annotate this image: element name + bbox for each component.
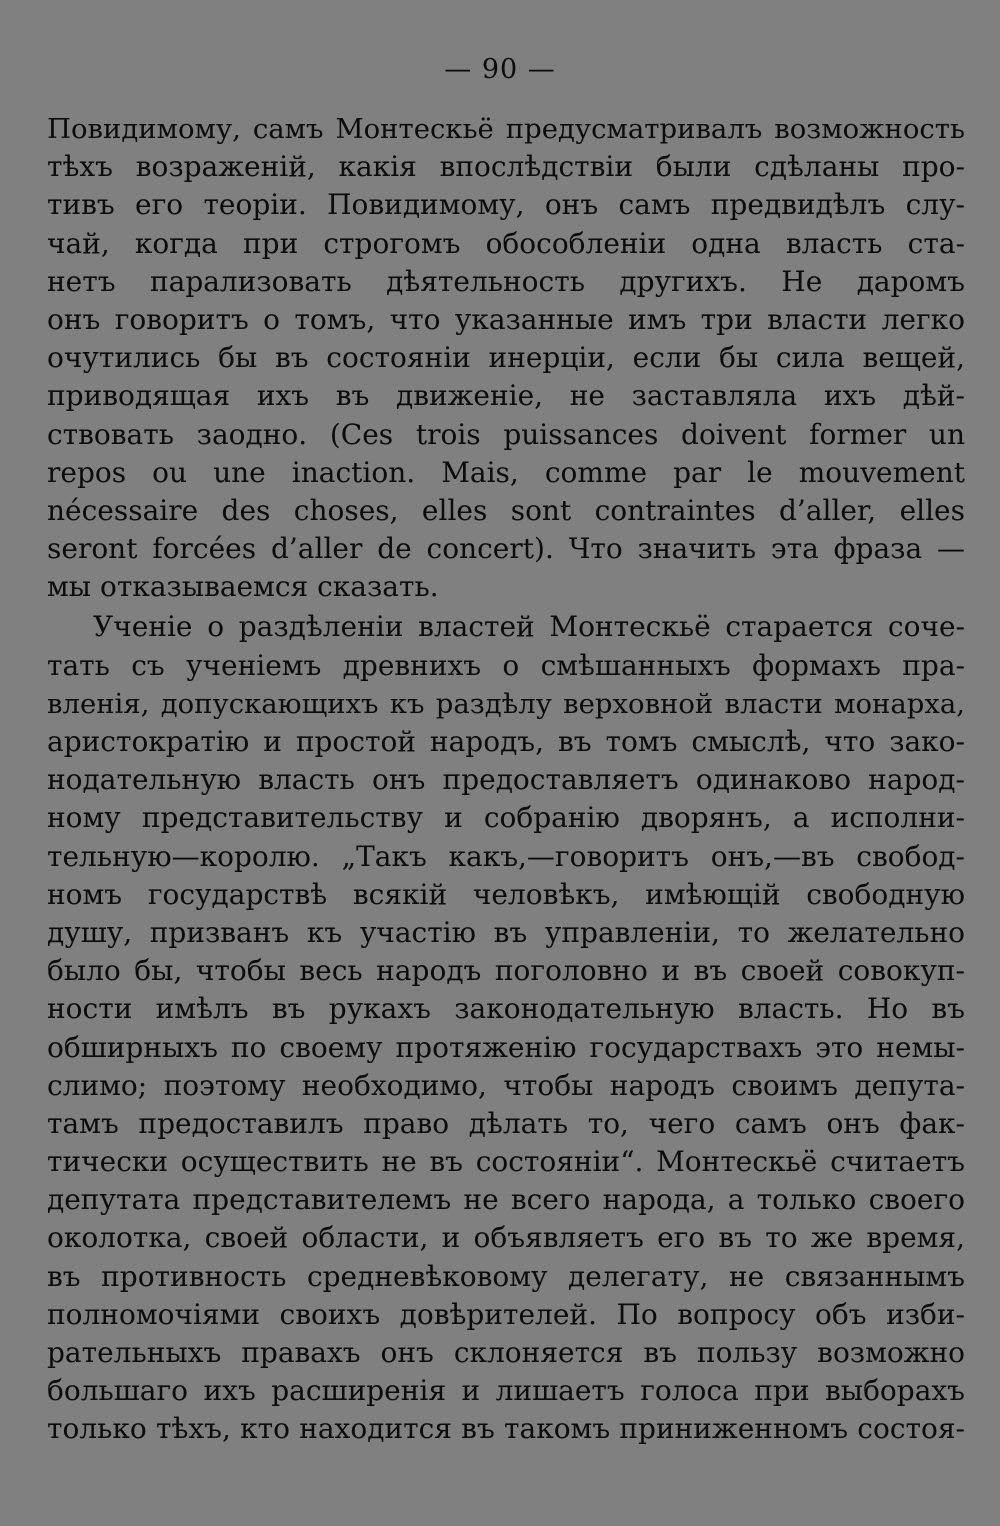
text-line: тамъ предоставилъ право дѣлать то, чего самъ онъ фак- [47, 1106, 965, 1140]
text-line: аристократію и простой народъ, въ томъ смыслѣ, что зако- [47, 725, 965, 758]
text-line: нетъ парализовать дѣятельность другихъ. Не даромъ [47, 264, 965, 298]
text-line: приводящая ихъ въ движеніе, не заставляла ихъ дѣй- [47, 379, 965, 413]
text-line: Повидимому, самъ Монтескьё предусматривалъ возможность [47, 113, 965, 145]
text-line: было бы, чтобы весь народъ поголовно и въ своей совокуп- [47, 954, 965, 988]
text-line: душу, призванъ къ участію въ управленіи, то желательно [47, 915, 965, 949]
text-line: ности имѣлъ въ рукахъ законодательную власть. Но въ [47, 992, 965, 1026]
text-line: repos ou une inaction. Mais, comme par le mouvement [47, 455, 965, 489]
text-line: большаго ихъ расширенія и лишаетъ голоса при выборахъ [47, 1374, 965, 1408]
text-line: вленія, допускающихъ къ раздѣлу верховной власти монарха, [47, 687, 965, 720]
text-line: ному представительству и собранію дворянъ, а исполни- [47, 801, 965, 835]
text-line: тѣхъ возраженій, какія впослѣдствіи были сдѣланы про- [47, 150, 965, 184]
text-line: нодательную власть онъ предоставляетъ одинаково народ- [47, 763, 965, 797]
paragraph-2 [47, 608, 965, 1448]
text-line: только тѣхъ, кто находится въ такомъ приниженномъ состоя- [47, 1412, 965, 1446]
text-line: чай, когда при строгомъ обособленіи одна власть ста- [47, 226, 965, 260]
text-line: тельную—королю. „Такъ какъ,—говоритъ онъ,—въ свобод- [47, 839, 965, 873]
text-line: рательныхъ правахъ онъ склоняется въ пользу возможно [47, 1336, 965, 1369]
text-line: seront forcées d’aller de concert). Что значить эта фраза — [47, 532, 965, 566]
text-line: обширныхъ по своему протяженію государствахъ это немы- [47, 1030, 965, 1064]
page-number: — 90 — [444, 54, 556, 85]
paragraph-1 [47, 110, 965, 606]
text-line: въ противность средневѣковому делегату, не связаннымъ [47, 1259, 965, 1293]
text-line: тически осуществить не въ состояніи“. Монтескьё считаетъ [47, 1145, 965, 1179]
text-line: мы отказываемся сказать. [47, 570, 439, 604]
text-line: полномочіями своихъ довѣрителей. По вопросу объ изби- [47, 1297, 965, 1331]
text-line: Ученіе о раздѣленіи властей Монтескьё старается соче- [93, 610, 965, 644]
text-line: околотка, своей области, и объявляетъ его въ то же время, [47, 1221, 965, 1255]
text-line: депутата представителемъ не всего народа, а только своего [47, 1183, 965, 1217]
body-text [47, 110, 965, 1449]
text-line: тивъ его теоріи. Повидимому, онъ самъ предвидѣлъ слу- [47, 188, 965, 222]
text-line: слимо; поэтому необходимо, чтобы народъ своимъ депута- [47, 1068, 965, 1102]
text-line: nécessaire des choses, elles sont contraintes d’aller, elles [47, 493, 965, 527]
text-line: ствовать заодно. (Ces trois puissances doivent former un [47, 417, 965, 451]
text-line: очутились бы въ состояніи инерціи, если бы сила вещей, [47, 341, 965, 375]
text-line: онъ говоритъ о томъ, что указанные имъ три власти легко [47, 302, 965, 336]
text-line: номъ государствѣ всякій человѣкъ, имѣющій свободную [47, 877, 965, 911]
text-line: тать съ ученіемъ древнихъ о смѣшанныхъ формахъ пра- [47, 648, 965, 682]
